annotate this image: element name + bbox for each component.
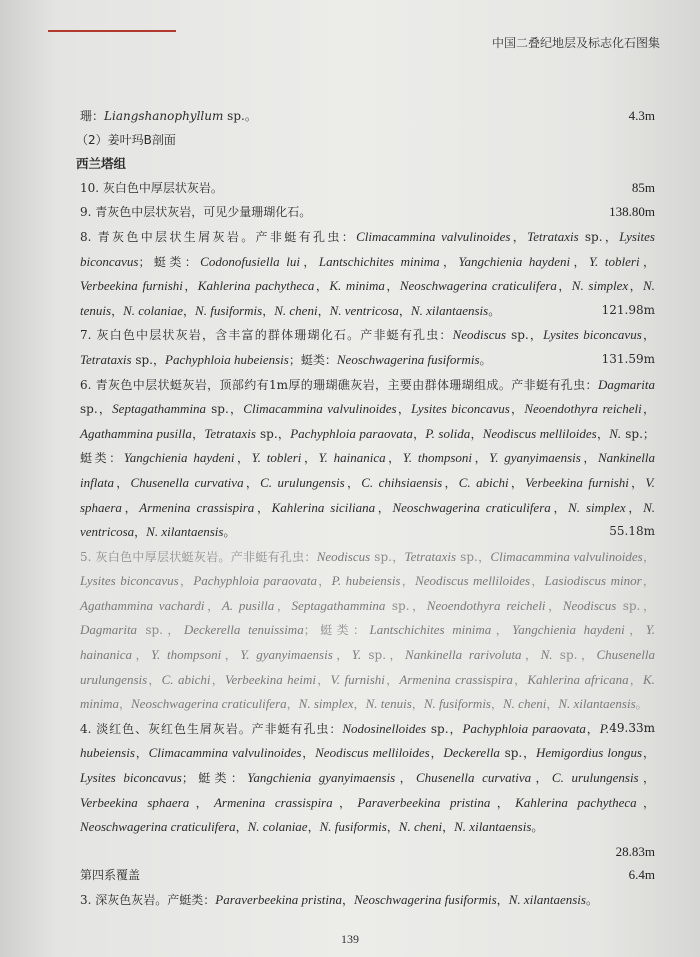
bed-9-thickness: 138.80m xyxy=(609,204,655,220)
bed-8: 8. 青灰色中层状生屑灰岩。产非蜓有孔虫：Climacammina valvulinoides，Tetrataxis sp.，Lysites biconcavus；蜓类：Codonofusiella lui，Lantschichites minima，Yangchienia haydeni，Y. tobleri，Verbeekina furnishi，Kahlerina pachytheca，K. minima，Neoschwagerina craticulifera，N. simplex，N. tenuis，N. colaniae，N. fusiformis，N. cheni，N. ventricosa，N. xilantaensis。 121.98m xyxy=(80,225,655,323)
page-body xyxy=(76,104,656,913)
header-rule xyxy=(48,30,176,32)
formation-heading: 西兰塔组 xyxy=(76,156,127,172)
bed-4-thickness: 28.83m xyxy=(615,843,655,859)
bed-9-text: 9. 青灰色中层状灰岩，可见少量珊瑚化石。 xyxy=(80,205,312,220)
bed-10-thickness: 85m xyxy=(631,179,655,195)
thickness-value: 4.3m xyxy=(628,108,655,123)
bed-9 xyxy=(80,200,655,225)
bed-6: 6. 青灰色中层状蜓灰岩，顶部约有1m厚的珊瑚礁灰岩，主要由群体珊瑚组成。产非蜓有孔虫：Dagmarita sp.，Septagathammina sp.，Climacammina valvulinoides，Lysites biconcavus，Neoendothyra reicheli，Agathammina pusilla，Tetrataxis sp.，Pachyphloia paraovata，P. solida，Neodiscus melliloides，N. sp.；蜓类：Yangchienia haydeni，Y. tobleri，Y. hainanica，Y. thompsoni，Y. gyanyimaensis，Nankinella inflata，Chusenella curvativa，C. urulungensis，C. chihsiaensis，C. abichi，Verbeekina furnishi，V. sphaera，Armenina crassispira，Kahlerina siciliana，Neoschwagerina craticulifera，N. simplex，N. ventricosa，N. xilantaensis。 55.18m xyxy=(80,373,655,545)
section-heading: （2）姜叶玛B剖面 xyxy=(76,132,176,147)
bed-4: 4. 淡红色、灰红色生屑灰岩。产非蜓有孔虫：Nodosinelloides sp.，Pachyphloia paraovata，P. hubeiensis，Climacammina valvulinoides，Neodiscus melliloides，Deckerella sp.，Hemigordius longus，Lysites biconcavus；蜓类：Yangchienia gyanyimaensis，Chusenella curvativa，C. urulungensis，Verbeekina sphaera，Armenina crassispira，Paraverbeekina pristina，Kahlerina pachytheca，Neoschwagerina craticulifera，N. colaniae，N. fusiformis，N. cheni，N. xilantaensis。 xyxy=(80,720,655,835)
bed-5: 5. 灰白色中厚层状蜓灰岩。产非蜓有孔虫：Neodiscus sp.，Tetrataxis sp.，Climacammina valvulinoides，Lysites biconcavus，Pachyphloia paraovata，P. hubeiensis，Neodiscus melliloides，Lasiodiscus minor，Agathammina vachardi，A. pusilla，Septagathammina sp.，Neoendothyra reicheli，Neodiscus sp.，Dagmarita sp.，Deckerella tenuissima；蜓类：Lantschichites minima，Yangchienia haydeni，Y. hainanica，Y. thompsoni，Y. gyanyimaensis，Y. sp.，Nankinella rarivoluta，N. sp.，Chusenella urulungensis，C. abichi，Verbeekina heimi，V. furnishi，Armenina crassispira，Kahlerina africana，K. minima，Neoschwagerina craticulifera，N. simplex，N. tenuis，N. fusiformis，N. cheni，N. xilantaensis。 49.33m xyxy=(80,545,655,717)
bed-3: 3. 深灰色灰岩。产蜓类：Paraverbeekina pristina，Neoschwagerina fusiformis，N. xilantaensis。 xyxy=(80,892,598,907)
bed-7: 7. 灰白色中层状灰岩，含丰富的群体珊瑚化石。产非蜓有孔虫：Neodiscus sp.，Lysites biconcavus，Tetrataxis sp.，Pachyphloia hubeiensis；蜓类：Neoschwagerina fusiformis。 131.59m xyxy=(80,323,655,372)
bed-10-text: 10. 灰白色中厚层状灰岩。 xyxy=(80,180,223,195)
bed-5-thickness: 49.33m xyxy=(609,720,655,735)
bed-8-thickness: 121.98m xyxy=(601,302,655,317)
running-header: 中国二叠纪地层及标志化石图集 xyxy=(491,36,660,50)
bed-10 xyxy=(80,176,655,201)
bed-7-thickness: 131.59m xyxy=(601,351,655,366)
quaternary-text: 第四系覆盖 xyxy=(80,868,141,883)
page-number: 139 xyxy=(341,932,359,946)
bed-4-thickness-row xyxy=(80,840,655,864)
quaternary-cover xyxy=(80,863,655,888)
bed-6-thickness: 55.18m xyxy=(609,524,655,539)
entry-text: 珊：Liangshanophyllum sp.。 xyxy=(80,109,257,123)
entry-coral xyxy=(80,104,655,129)
quaternary-thickness: 6.4m xyxy=(628,867,655,883)
